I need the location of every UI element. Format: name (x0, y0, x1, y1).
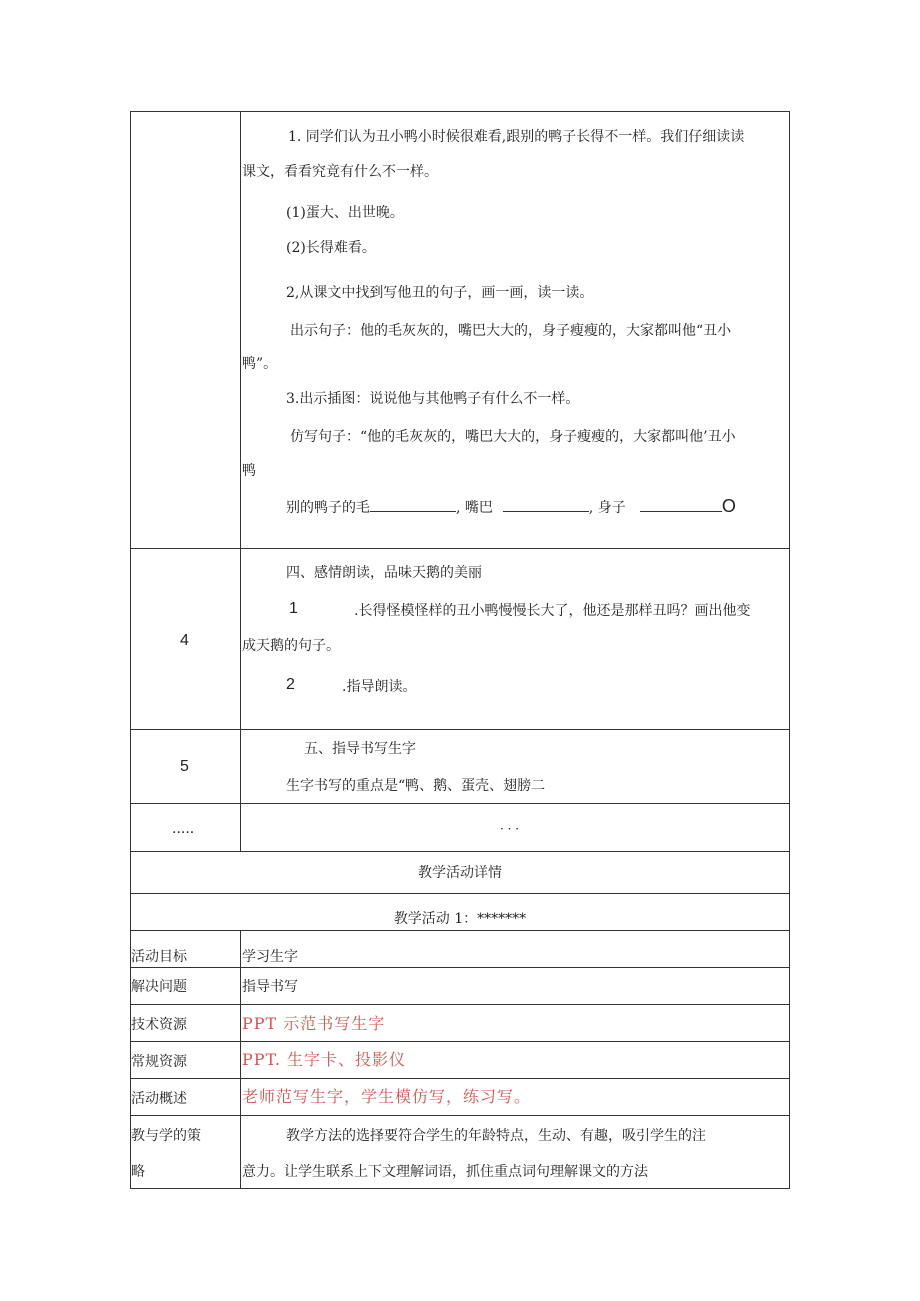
section5-number: 5 (180, 758, 189, 775)
row-line (130, 1041, 790, 1042)
row-line (130, 930, 790, 931)
activity-detail-header: 教学活动详情 (418, 865, 502, 881)
section3-sub2: (2)长得难看。 (286, 240, 376, 256)
section3-imitate-line1: 仿写句子：“他的毛灰灰的，嘴巴大大的，身子瘦瘦的，大家都叫他’丑小 (290, 429, 736, 445)
row-line (130, 803, 790, 804)
row-line (130, 729, 790, 730)
fill-part2: , 嘴巴 (456, 500, 493, 516)
strategy-label-2: 略 (131, 1164, 145, 1180)
section3-show-line1: 出示句子：他的毛灰灰的，嘴巴大大的，身子瘦瘦的，大家都叫他“丑小 (290, 323, 732, 339)
fill-part1: 别的鸭子的毛 (286, 500, 370, 516)
row-line (130, 1004, 790, 1005)
row-line (130, 893, 790, 894)
strategy-line2: 意力。让学生联系上下文理解词语，抓住重点词句理解课文的方法 (242, 1164, 648, 1180)
row-line (130, 1115, 790, 1116)
section4-item2-number: 2 (286, 676, 295, 693)
lesson-table (130, 111, 790, 1189)
section4-number: 4 (180, 632, 189, 649)
row-line (130, 851, 790, 852)
tech-resource-value: PPT 示范书写生字 (242, 1014, 386, 1033)
fill-blank (370, 499, 456, 512)
activity-title: 教学活动 1：******* (393, 911, 527, 927)
section3-item1-line1: 1. 同学们认为丑小鸭小时候很难看,跟别的鸭子长得不一样。我们仔细读读 (288, 129, 745, 145)
section3-item2: 2,从课文中找到写他丑的句子，画一画，读一读。 (286, 285, 594, 301)
section3-item3: 3.出示插图：说说他与其他鸭子有什么不一样。 (286, 391, 580, 407)
section4-item1-line1: .长得怪模怪样的丑小鸭慢慢长大了，他还是那样丑吗？画出他变 (354, 603, 751, 619)
section5-text: 生字书写的重点是“鸭、鹅、蛋壳、翅膀二 (286, 778, 546, 794)
section4-item2-text: .指导朗读。 (342, 679, 417, 695)
ellipsis-left: ..... (172, 821, 195, 837)
section3-sub1: (1)蛋大、出世晚。 (286, 205, 404, 221)
column-divider (240, 111, 241, 851)
section4-item1-number: 1 (289, 600, 298, 617)
strategy-label-1: 教与学的策 (131, 1128, 201, 1144)
problem-label: 解决问题 (131, 979, 187, 995)
overview-label: 活动概述 (131, 1091, 187, 1107)
section4-title: 四、感情朗读，品味天鹅的美丽 (286, 565, 482, 581)
section3-item1-line2: 课文，看看究竟有什么不一样。 (242, 164, 438, 180)
section4-item1-line2: 成天鹅的句子。 (242, 638, 340, 654)
section3-show-line2: 鸭”。 (242, 356, 278, 372)
section5-title: 五、指导书写生字 (304, 741, 416, 757)
goal-label: 活动目标 (131, 949, 187, 965)
section3-fill-sentence (286, 497, 736, 517)
row-line (130, 967, 790, 968)
row-line (130, 548, 790, 549)
fill-blank (640, 499, 722, 512)
regular-resource-value: PPT. 生字卡、投影仪 (242, 1050, 407, 1069)
regular-resource-label: 常规资源 (131, 1054, 187, 1070)
ellipsis-right: · · · (500, 822, 520, 836)
column-divider (240, 930, 241, 1189)
fill-end: O (721, 496, 736, 516)
tech-resource-label: 技术资源 (131, 1017, 187, 1033)
section3-imitate-line2: 鸭 (242, 463, 256, 479)
row-line (130, 1078, 790, 1079)
fill-blank (503, 499, 589, 512)
goal-value: 学习生字 (242, 949, 298, 965)
problem-value: 指导书写 (242, 979, 298, 995)
overview-value: 老师范写生字，学生模仿写，练习写。 (242, 1087, 532, 1106)
fill-part3: , 身子 (588, 500, 626, 516)
strategy-line1: 教学方法的选择要符合学生的年龄特点，生动、有趣，吸引学生的注 (286, 1128, 706, 1144)
